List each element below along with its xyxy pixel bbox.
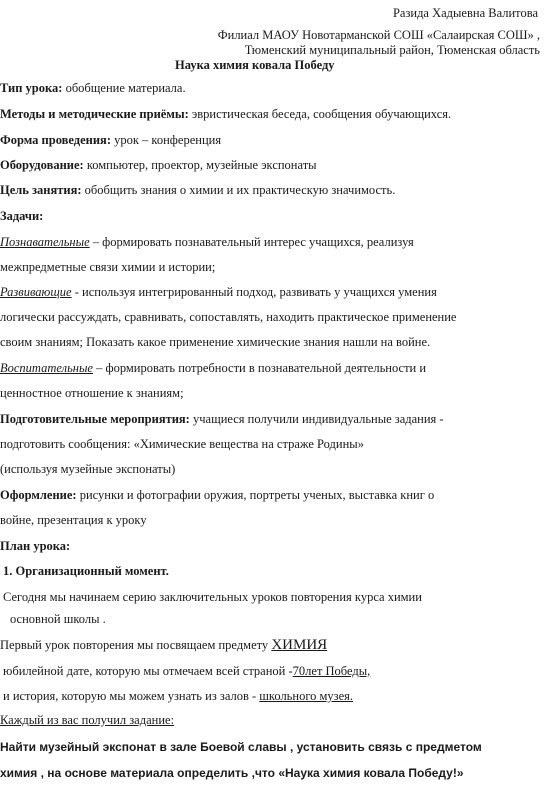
- methods-value: эвристическая беседа, сообщения обучающихся.: [188, 107, 452, 121]
- task-developing-text: - используя интегрированный подход, развивать у учащихся умения: [71, 285, 437, 299]
- plan-paragraph-1-line-1: Сегодня мы начинаем серию заключительных уроков повторения курса химии: [3, 590, 422, 604]
- lesson-goal-label: Цель занятия:: [0, 183, 82, 197]
- task-educational-label: Воспитательные: [0, 361, 93, 375]
- task-cognitive-label: Познавательные: [0, 235, 90, 249]
- task-cognitive: [0, 234, 414, 250]
- design-label: Оформление:: [0, 488, 77, 502]
- assignment-line-1: Найти музейный экспонат в зале Боевой славы , установить связь с предметом: [0, 740, 482, 754]
- plan-paragraph-2-line-2-text: юбилейной дате, которую мы отмечаем всей страной -: [3, 664, 293, 678]
- page-title: Наука химия ковала Победу: [175, 58, 335, 72]
- school-line-1: Филиал МАОУ Новотарманской СОШ «Салаирская СОШ» ,: [217, 28, 540, 42]
- design: [0, 487, 434, 503]
- plan-item-1: 1. Организационный момент.: [3, 564, 169, 578]
- lesson-form-value: урок – конференция: [110, 133, 222, 147]
- lesson-goal: [0, 182, 395, 198]
- task-cognitive-text: – формировать познавательный интерес учащихся, реализуя: [89, 235, 414, 249]
- equipment-label: Оборудование:: [0, 158, 84, 172]
- tasks-heading: Задачи:: [0, 209, 44, 223]
- equipment: [0, 157, 317, 173]
- plan-paragraph-2-line-1: [0, 637, 327, 653]
- plan-paragraph-2-text: Первый урок повторения мы посвящаем предмету: [0, 638, 272, 652]
- task-cognitive-line-2: межпредметные связи химии и истории;: [0, 260, 216, 274]
- task-educational: [0, 360, 426, 376]
- methods-label: Методы и методические приёмы:: [0, 107, 189, 121]
- preparation: [0, 411, 444, 427]
- lesson-type-label: Тип урока:: [0, 81, 63, 95]
- plan-paragraph-2-line-3: [3, 688, 353, 704]
- lesson-type-value: обобщение материала.: [62, 81, 186, 95]
- lesson-goal-value: обобщить знания о химии и их практическую значимость.: [81, 183, 396, 197]
- design-line-2: войне, презентация к уроку: [0, 513, 147, 527]
- task-educational-text: – формировать потребности в познавательной деятельности и: [92, 361, 427, 375]
- plan-paragraph-2-line-2: [3, 663, 370, 679]
- plan-paragraph-2-line-3-text: и история, которую мы можем узнать из залов -: [3, 689, 260, 703]
- preparation-line-2: подготовить сообщения: «Химические вещества на страже Родины»: [0, 437, 364, 451]
- task-developing: [0, 284, 437, 300]
- task-developing-label: Развивающие: [0, 285, 72, 299]
- lesson-form: [0, 132, 221, 148]
- school-line-2: Тюменский муниципальный район, Тюменская область: [244, 43, 540, 57]
- methods: [0, 106, 451, 122]
- task-developing-line-2: логически рассуждать, сравнивать, сопоставлять, находить практическое применение: [0, 310, 457, 324]
- lesson-type: [0, 80, 186, 96]
- task-developing-line-3: своим знаниям; Показать какое применение химические знания нашли на войне.: [0, 335, 431, 349]
- preparation-line-3: (используя музейные экспонаты): [0, 462, 176, 476]
- plan-heading: План урока:: [0, 539, 71, 553]
- preparation-text: учащиеся получили индивидуальные задания -: [189, 412, 444, 426]
- preparation-label: Подготовительные мероприятия:: [0, 412, 190, 426]
- school-museum: школьного музея.: [259, 689, 354, 703]
- design-text: рисунки и фотографии оружия, портреты ученых, выставка книг о: [76, 488, 435, 502]
- task-educational-line-2: ценностное отношение к знаниям;: [0, 386, 184, 400]
- lesson-form-label: Форма проведения:: [0, 133, 111, 147]
- plan-paragraph-1-line-2: основной школы .: [10, 612, 106, 626]
- subject-chemistry: ХИМИЯ: [271, 637, 328, 653]
- assignment-line-2: химия , на основе материала определить ,что «Наука химия ковала Победу!»: [0, 766, 464, 780]
- assignment-intro: Каждый из вас получил задание:: [0, 713, 175, 727]
- equipment-value: компьютер, проектор, музейные экспонаты: [83, 158, 317, 172]
- author-name: Разида Хадыевна Валитова: [392, 6, 538, 20]
- victory-anniversary: 70лет Победы,: [292, 664, 371, 678]
